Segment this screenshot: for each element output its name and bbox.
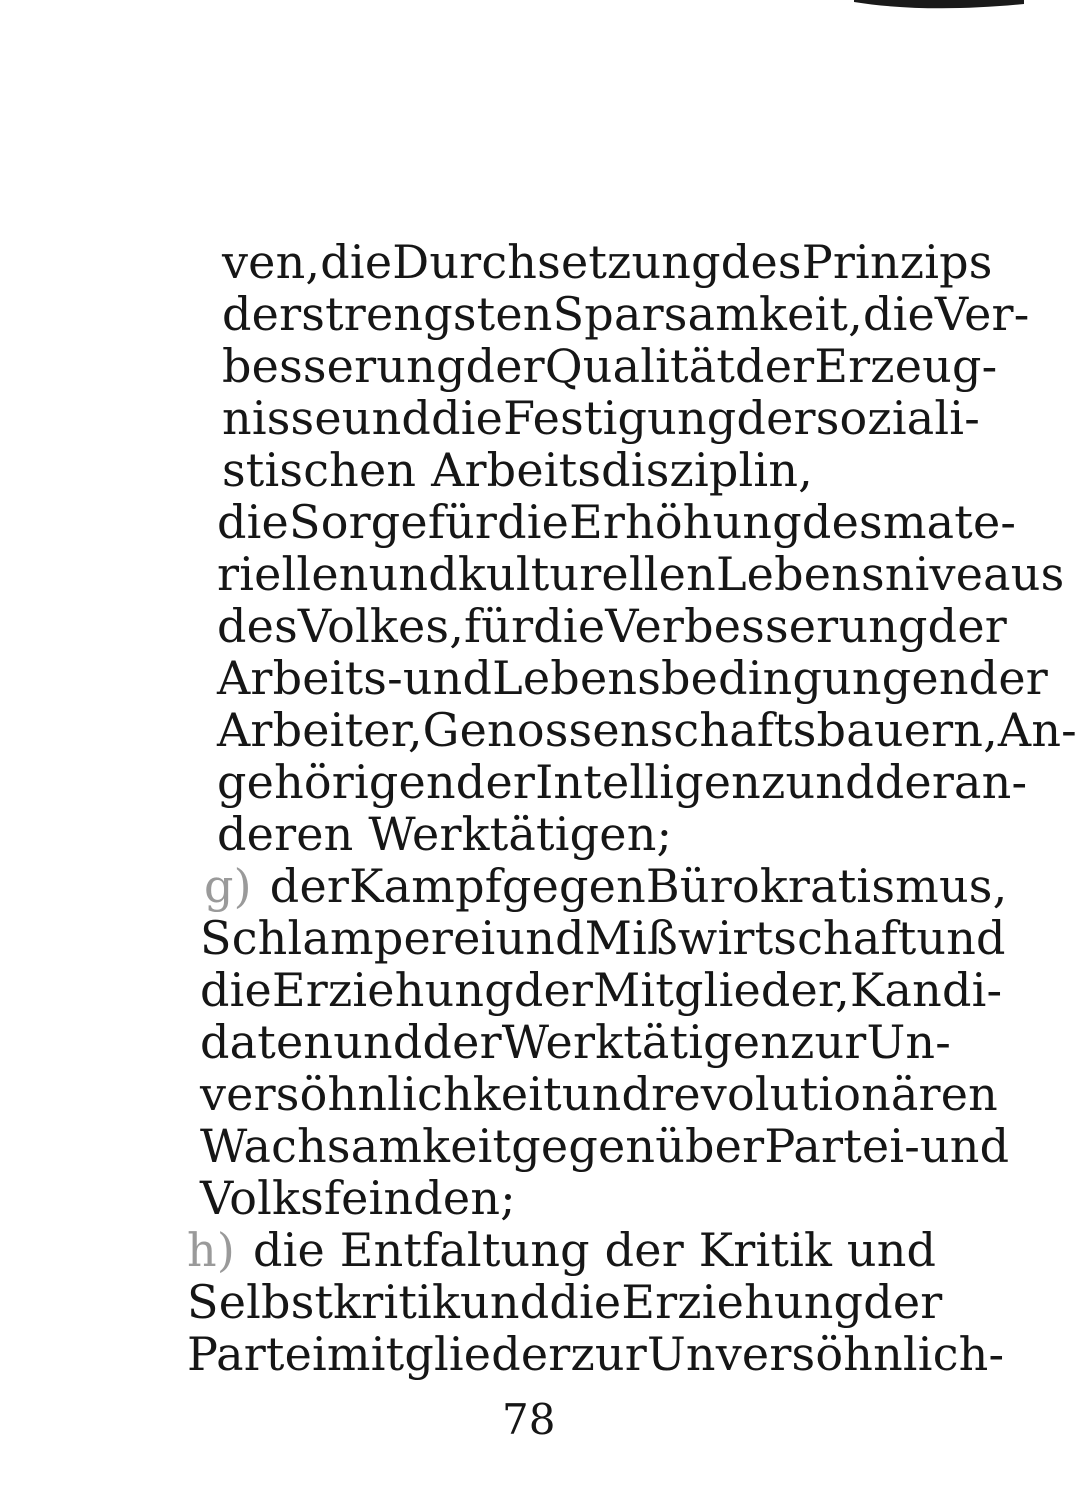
text-line: Schlamperei und Mißwirtschaft und xyxy=(200,911,1006,965)
text-line: nisse und die Festigung der soziali- xyxy=(222,391,980,445)
list-item-g xyxy=(204,859,1008,913)
text-line: Wachsamkeit gegenüber Partei- und xyxy=(200,1119,1010,1173)
text-line: die Erziehung der Mitglieder, Kandi- xyxy=(200,963,1003,1017)
text-line: stischen Arbeitsdisziplin, xyxy=(222,443,813,497)
text-line: daten und der Werktätigen zur Un- xyxy=(200,1015,952,1069)
text-line: Arbeiter, Genossenschaftsbauern, An- xyxy=(217,703,1077,757)
text-line: Arbeits- und Lebensbedingungen der xyxy=(217,651,1048,705)
text-line: Parteimitglieder zur Unversöhnlich- xyxy=(187,1327,1005,1381)
text-line: des Volkes, für die Verbesserung der xyxy=(217,599,1007,653)
text-line: der strengsten Sparsamkeit, die Ver- xyxy=(222,287,1030,341)
text-line: die Sorge für die Erhöhung des mate- xyxy=(217,495,1017,549)
text-line: ven, die Durchsetzung des Prinzips xyxy=(222,235,993,289)
text-line: gehörigen der Intelligenz und der an- xyxy=(217,755,1028,809)
text-line: Volksfeinden; xyxy=(200,1171,516,1225)
item-marker-g: g) xyxy=(204,859,252,913)
text-line: riellen und kulturellen Lebensniveaus xyxy=(217,547,1065,601)
text-line: versöhnlichkeit und revolutionären xyxy=(200,1067,998,1121)
list-item-h xyxy=(187,1223,937,1277)
page-number: 78 xyxy=(502,1395,556,1444)
text-line: die Entfaltung der Kritik und xyxy=(252,1223,937,1277)
item-marker-h: h) xyxy=(187,1223,235,1277)
text-line: der Kampf gegen Bürokratismus, xyxy=(269,859,1008,913)
text-line: besserung der Qualität der Erzeug- xyxy=(222,339,998,393)
text-line: deren Werktätigen; xyxy=(217,807,673,861)
text-line: Selbstkritik und die Erziehung der xyxy=(187,1275,943,1329)
